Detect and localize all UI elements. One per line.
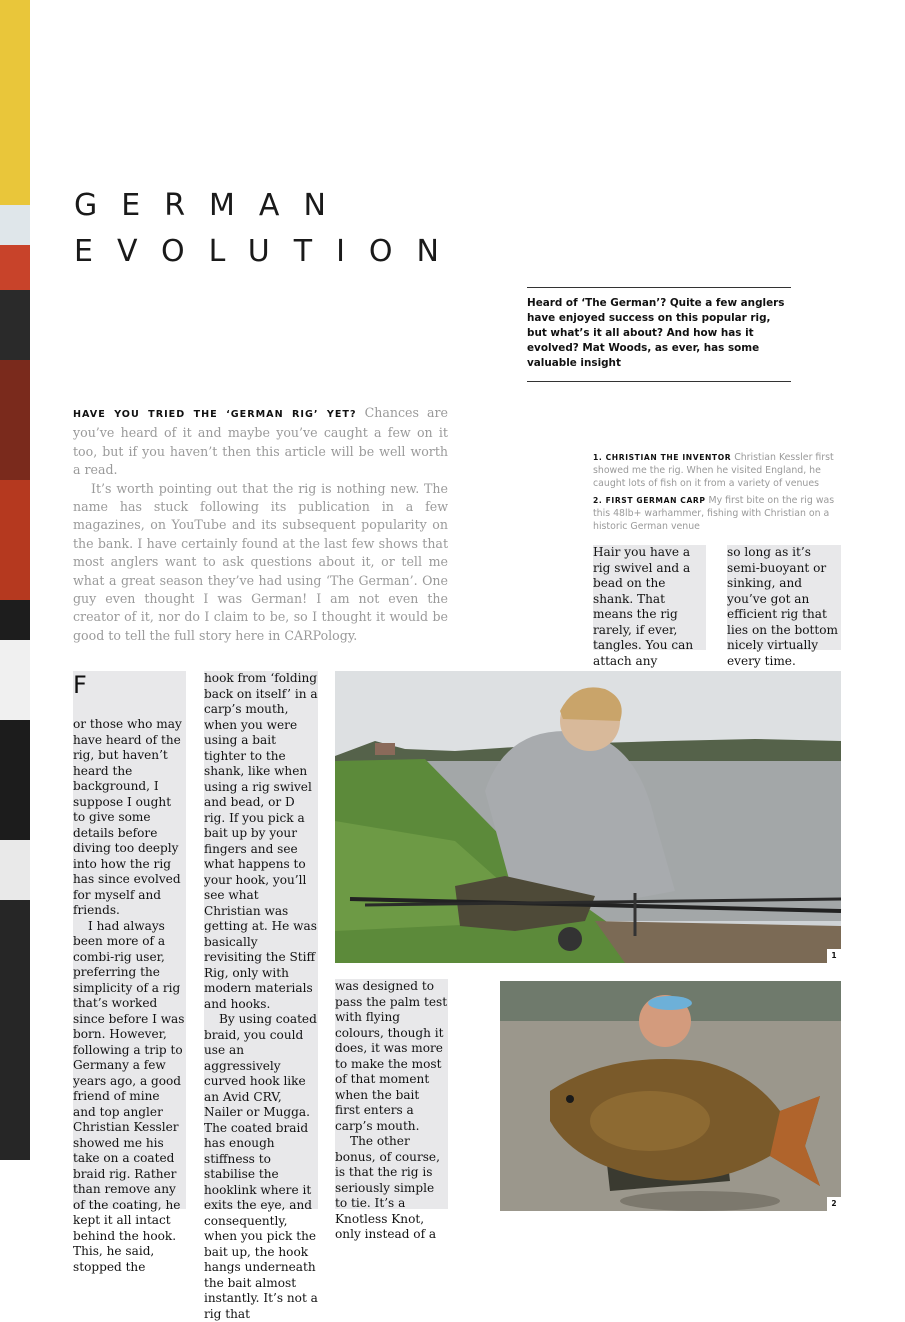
photo-angler-lakeside <box>335 671 841 963</box>
headline-line-1: GERMAN <box>74 188 350 223</box>
photo-1-image <box>335 671 841 963</box>
caption-1-label: 1. CHRISTIAN THE INVENTOR <box>593 453 732 462</box>
intro-lead: HAVE YOU TRIED THE ‘GERMAN RIG’ YET? <box>73 409 357 420</box>
body-column-1 <box>73 671 186 1274</box>
caption-2 <box>593 494 841 533</box>
intro-paragraph-1-body: Chances are you’ve heard of it and maybe you’ve caught a few on it too, but if you haven’t then this article will be well worth a read. <box>73 405 448 478</box>
caption-2-text: My first bite on the rig was this 48lb+ warhammer, fishing with Christian on a historic German venue <box>593 495 835 532</box>
column-2-paragraph-2: By using coated braid, you could use an aggressively curved hook like an Avid CRV, Nailer or Mugga. The coated braid has enough stiffness to stabilise the hooklink where it exits the eye, and consequently, when you pick the bait up, the hook hangs underneath the bait almost instantly. It’s not a rig that <box>204 1012 318 1321</box>
previous-page-edge <box>0 0 30 1160</box>
standfirst-text: Heard of ‘The German’? Quite a few anglers have enjoyed success on this popular rig, but what’s it all about? And how has it evolved? Mat Woods, as ever, has some valuable insight <box>527 297 785 369</box>
intro-text <box>73 404 448 645</box>
headline-line-2: EVOLUTION <box>74 234 463 269</box>
text-box-right-b <box>727 545 841 668</box>
column-2-paragraph-1: hook from ‘folding back on itself’ in a carp’s mouth, when you were using a bait tighter to the shank, like when using a rig swivel and bead, or D rig. If you pick a bait up by your fingers and see what happens to your hook, you’ll see what Christian was getting at. He was basically revisiting the Stiff Rig, only with modern materials and hooks. <box>204 671 318 1011</box>
photo-2-image <box>500 981 841 1211</box>
intro-paragraph-2: It’s worth pointing out that the rig is nothing new. The name has stuck following its publication in a few magazines, on YouTube and its subsequent popularity on the bank. I have certainly found at the last few shows that most anglers want to ask questions about it, or tell me what a great season they’ve had using ‘The German’. One guy even thought I was German! I am not even the creator of it, nor do I claim to be, so I thought it would be good to tell the full story here in CARPology. <box>73 480 448 643</box>
text-box-right-a <box>593 545 706 668</box>
body-column-3 <box>335 979 448 1241</box>
photo-2-number: 2 <box>827 1197 841 1211</box>
caption-1-text: Christian Kessler first showed me the rig. When he visited England, he caught lots of fish on it from a variety of venues <box>593 452 834 489</box>
standfirst <box>527 287 791 382</box>
intro-paragraph-1 <box>73 404 448 480</box>
caption-2-label: 2. FIRST GERMAN CARP <box>593 496 706 505</box>
column-1-paragraph-2: I had always been more of a combi-rig user, preferring the simplicity of a rig that’s worked since before I was born. However, following a trip to Germany a few years ago, a good friend of mine and top angler Christian Kessler showed me his take on a coated braid rig. Rather than remove any of the coating, he kept it all intact behind the hook. This, he said, stopped the <box>73 918 185 1274</box>
right-column-a-text: Hair you have a rig swivel and a bead on the shank. That means the rig rarely, if ever, tangles. You can attach any <box>593 545 694 668</box>
column-1-paragraph-1: or those who may have heard of the rig, but haven’t heard the background, I suppose I ought to give some details before diving too deeply into how the rig has since evolved for myself and friends. <box>73 717 182 917</box>
body-column-2 <box>204 671 318 1321</box>
caption-1 <box>593 451 841 490</box>
right-column-b-text: so long as it’s semi-buoyant or sinking, and you’ve got an efficient rig that lies on the bottom nicely virtually every time. <box>727 545 838 668</box>
photo-1-number: 1 <box>827 949 841 963</box>
photo-captions <box>593 451 841 537</box>
drop-cap: F <box>73 671 87 699</box>
column-3-paragraph-1: was designed to pass the palm test with flying colours, though it does, it was more to make the most of that moment when the bait first enters a carp’s mouth. <box>335 979 448 1133</box>
column-3-paragraph-2: The other bonus, of course, is that the rig is seriously simple to tie. It’s a Knotless Knot, only instead of a <box>335 1134 440 1241</box>
photo-angler-with-carp <box>500 981 841 1211</box>
